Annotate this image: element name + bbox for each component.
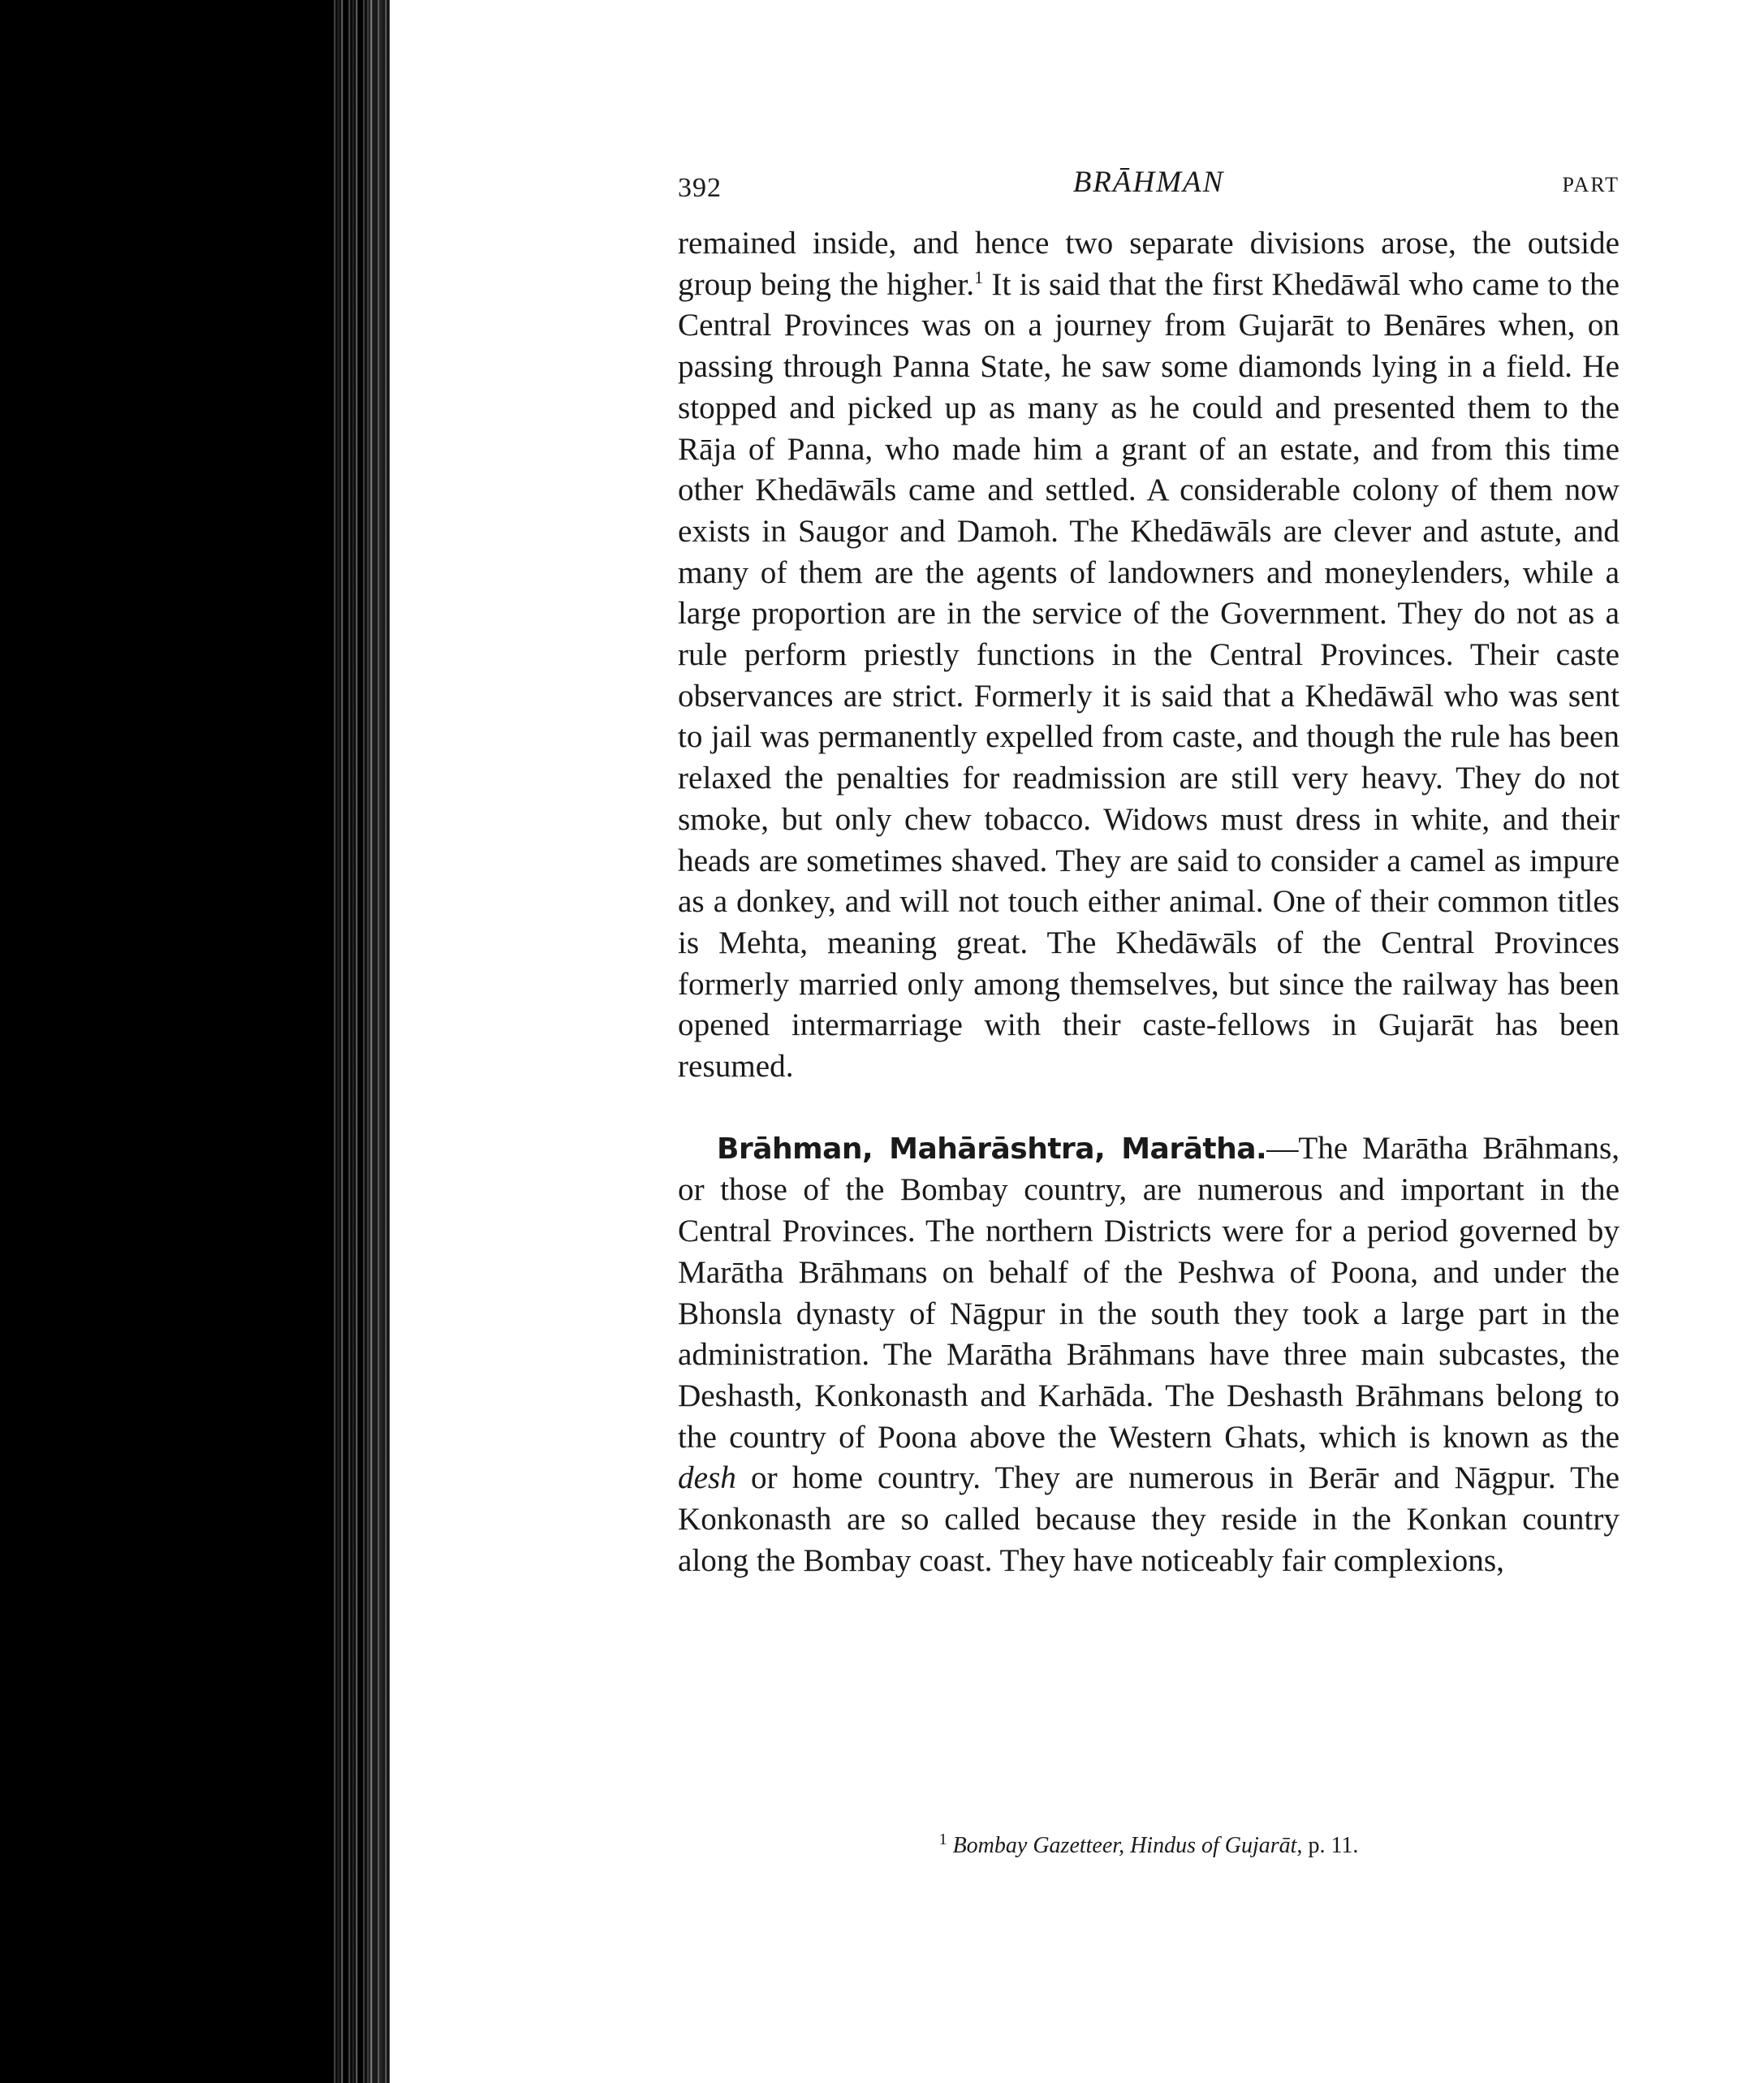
paragraph-text-after-note: It is said that the first Khedāwāl who came to the Central Provinces was on a journey from Gujarāt to Benāres when, on passing through Panna State, he saw some diamonds lying in a field. He stopped and picked up as many as he could and presented them to the Rāja of Panna, who made him a grant of an estate, and from this time other Khedāwāls came and settled. A considerable colony of them now exists in Saugor and Damoh. The Khedāwāls are clever and astute, and many of them are the agents of landowners and moneylenders, while a large proportion are in the service of the Government. They do not as a rule perform priestly functions in the Central Provinces. Their caste observances are strict. Formerly it is said that a Khedāwāl who was sent to jail was permanently expelled from caste, and though the rule has been relaxed the penalties for readmission are still very heavy. They do not smoke, but only chew tobacco. Widows must dress in white, and their heads are sometimes shaved. They are said to consider a camel as impure as a donkey, and will not touch either animal. One of their common titles is Mehta, meaning great. The Khedāwāls of the Central Provinces formerly married only among themselves, but since the railway has been opened intermarriage with their caste-fellows in Gujarāt has been resumed. (678, 266, 1620, 1085)
footnote (678, 1833, 1620, 1859)
footnote-marker: 1 (938, 1831, 947, 1848)
footnote-page: p. 11. (1302, 1833, 1359, 1858)
paragraph-maratha (678, 1128, 1620, 1582)
paragraph-text-before-note: remained inside, and hence two separate divisions arose, the outside group being the higher. (678, 226, 1620, 302)
paragraph-khedawal (678, 223, 1620, 1088)
book-page (678, 0, 1620, 2083)
footnote-source: Bombay Gazetteer, Hindus of Gujarāt, (952, 1833, 1303, 1858)
section-heading: Brāhman, Mahārāshtra, Marātha. (717, 1132, 1267, 1166)
running-head (678, 165, 1620, 205)
page-number: 392 (678, 173, 722, 203)
paragraph-text-a: —The Marātha Brāhmans, or those of the Bombay country, are numerous and important in the Central Provinces. The northern Districts were for a period governed by Marātha Brāhmans on behalf of the Peshwa of Poona, and under the Bhonsla dynasty of Nāgpur in the south they took a large part in the administration. The Marātha Brāhmans have three main subcastes, the Deshasth, Konkonasth and Karhāda. The Deshasth Brāhmans belong to the country of Poona above the Western Ghats, which is known as the (678, 1130, 1620, 1455)
running-title: BRĀHMAN (1072, 166, 1225, 199)
scan-binding-texture (329, 0, 390, 2083)
footnote-reference: 1 (974, 266, 984, 287)
part-label: PART (1562, 173, 1620, 196)
scan-binding-shadow (0, 0, 367, 2083)
body-text (678, 223, 1620, 1582)
scan-binding-edge (382, 0, 390, 2083)
paragraph-text-b: or home country. They are numerous in Berār and Nāgpur. The Konkonasth are so called because they reside in the Konkan country along the Bombay coast. They have noticeably fair complexions, (678, 1460, 1620, 1578)
italic-term: desh (678, 1460, 736, 1496)
